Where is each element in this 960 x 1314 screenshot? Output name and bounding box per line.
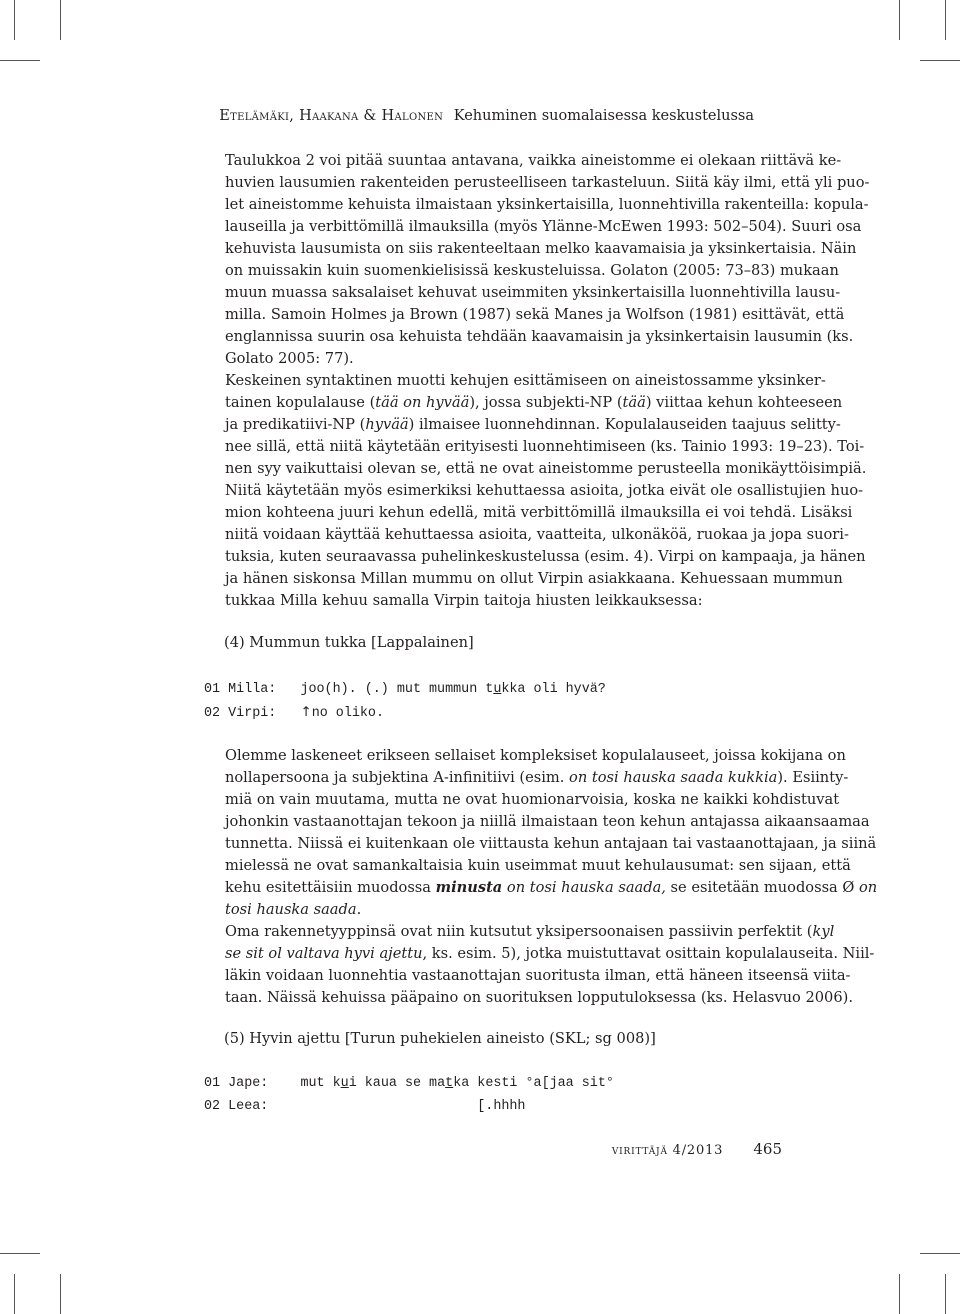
text-line: mielessä ne ovat samankaltaisia kuin useimmat muut kehulausumat: sen sijaan, että [225,857,851,874]
crop-mark [945,0,946,40]
paragraph [204,745,878,921]
crop-mark [945,1274,946,1314]
example-title: (5) Hyvin ajettu [Turun puhekielen aineisto (SKL; sg 008)] [224,1030,656,1047]
text-line: taan. Näissä kehuissa pääpaino on suorituksen lopputuloksessa (ks. Helasvuo 2006). [225,989,853,1006]
crop-mark [0,1253,40,1254]
crop-mark [60,1274,61,1314]
text-line: kehu esitettäisiin muodossa minusta on tosi hauska saada, se esitetään muodossa Ø on [225,879,878,896]
text-line: nee sillä, että niitä käytetään erityisesti luonnehtimiseen (ks. Tainio 1993: 19–23). Toi- [225,438,865,455]
crop-mark [14,0,15,40]
paragraph [204,370,867,612]
text-line: ja predikatiivi-NP (hyvää) ilmaisee luonnehdinnan. Kopulalauseiden taajuus selitty- [225,416,841,433]
page-footer [612,1140,782,1158]
up-arrow-icon: ↑ [300,705,312,720]
header-title: Kehuminen suomalaisessa keskustelussa [453,108,754,124]
text-line: Keskeinen syntaktinen muotti kehujen esittämiseen on aineistossamme yksinker- [225,372,826,389]
text-line: niitä voidaan käyttää kehuttaessa asioita, vaatteita, ulkonäköä, ruokaa ja jopa suori- [225,526,849,543]
paragraph [204,921,875,1009]
crop-mark [899,0,900,40]
text-line: miä on vain muutama, mutta ne ovat huomionarvoisia, koska ne kaikki kohdistuvat [225,791,840,808]
page-number: 465 [753,1140,782,1158]
body-text [204,150,870,612]
crop-mark [0,60,40,61]
text-line: tainen kopulalause (tää on hyvää), jossa subjekti-NP (tää) viittaa kehun kohteeseen [225,394,843,411]
text-line: englannissa suurin osa kehuista tehdään kaavamaisin ja yksinkertaisin lausumin (ks. [225,328,854,345]
text-line: Niitä käytetään myös esimerkiksi kehuttaessa asioita, jotka eivät ole osallistujien huo- [225,482,864,499]
text-line: nen syy vaikuttaisi olevan se, että ne ovat aineistomme perusteella monikäyttöisimpiä. [225,460,867,477]
text-line: milla. Samoin Holmes ja Brown (1987) sekä Manes ja Wolfson (1981) esittävät, että [225,306,845,323]
paragraph [204,150,870,370]
text-line: läkin voidaan luonnehtia vastaanottajan suoritusta ilman, että häneen itseensä viita- [225,967,851,984]
crop-mark [899,1274,900,1314]
text-line: nollapersoona ja subjektina A-infinitiivi (esim. on tosi hauska saada kukkia). Esiinty- [225,769,849,786]
crop-mark [920,60,960,61]
crop-mark [14,1274,15,1314]
text-line: tuksia, kuten seuraavassa puhelinkeskustelussa (esim. 4). Virpi on kampaaja, ja hänen [225,548,866,565]
text-line: huvien lausumien rakenteiden perusteelliseen tarkasteluun. Siitä käy ilmi, että yli puo- [225,174,870,191]
text-line: Taulukkoa 2 voi pitää suuntaa antavana, vaikka aineistomme ei olekaan riittävä ke- [225,152,842,169]
text-line: Olemme laskeneet erikseen sellaiset kompleksiset kopulalauseet, joissa kokijana on [225,747,846,764]
crop-mark [920,1253,960,1254]
transcript-line: 01 Jape: mut kui kaua se matka kesti °a[jaa sit° [204,1076,614,1091]
running-header [219,108,754,124]
journal-name: virittäjä 4/2013 [611,1143,724,1158]
text-line: on muissakin kuin suomenkielisissä keskusteluissa. Golaton (2005: 73–83) mukaan [225,262,839,279]
header-authors: Etelämäki, Haakana & Halonen [219,108,444,124]
text-line: muun muassa saksalaiset kehuvat useimmiten yksinkertaisilla luonnehtivilla lausu- [225,284,841,301]
transcript-line: 02 Virpi: ↑no oliko. [204,705,385,721]
transcript-line: 02 Leea: [.hhhh [204,1099,526,1114]
text-line: mion kohteena juuri kehun edellä, mitä verbittömillä ilmauksilla ei voi tehdä. Lisäksi [225,504,853,521]
text-line: lauseilla ja verbittömillä ilmauksilla (myös Ylänne-McEwen 1993: 502–504). Suuri osa [225,218,862,235]
text-line: kehuvista lausumista on siis rakenteeltaan melko kaavamaisia ja yksinkertaisia. Näin [225,240,857,257]
text-line: tukkaa Milla kehuu samalla Virpin taitoja hiusten leikkauksessa: [225,592,703,609]
body-text [204,745,878,1009]
text-line: johonkin vastaanottajan tekoon ja niillä ilmaistaan teon kehun antajassa aikaansaamaa [225,813,870,830]
crop-mark [60,0,61,40]
text-line: ja hänen siskonsa Millan mummu on ollut Virpin asiakkaana. Kehuessaan mummun [225,570,843,587]
text-line: Golato 2005: 77). [225,350,354,367]
text-line: se sit ol valtava hyvi ajettu, ks. esim. 5), jotka muistuttavat osittain kopulalauseita. Niil- [225,945,875,962]
text-line: Oma rakennetyyppinsä ovat niin kutsutut yksipersoonaisen passiivin perfektit (kyl [225,923,835,940]
text-line: let aineistomme kehuista ilmaistaan yksinkertaisilla, luonnehtivilla rakenteilla: kopula- [225,196,869,213]
text-line: tosi hauska saada. [225,901,362,918]
transcript-line: 01 Milla: joo(h). (.) mut mummun tukka oli hyvä? [204,682,606,697]
text-line: tunnetta. Niissä ei kuitenkaan ole viittausta kehun antajaan tai vastaanottajaan, ja siinä [225,835,877,852]
example-title: (4) Mummun tukka [Lappalainen] [224,634,474,651]
